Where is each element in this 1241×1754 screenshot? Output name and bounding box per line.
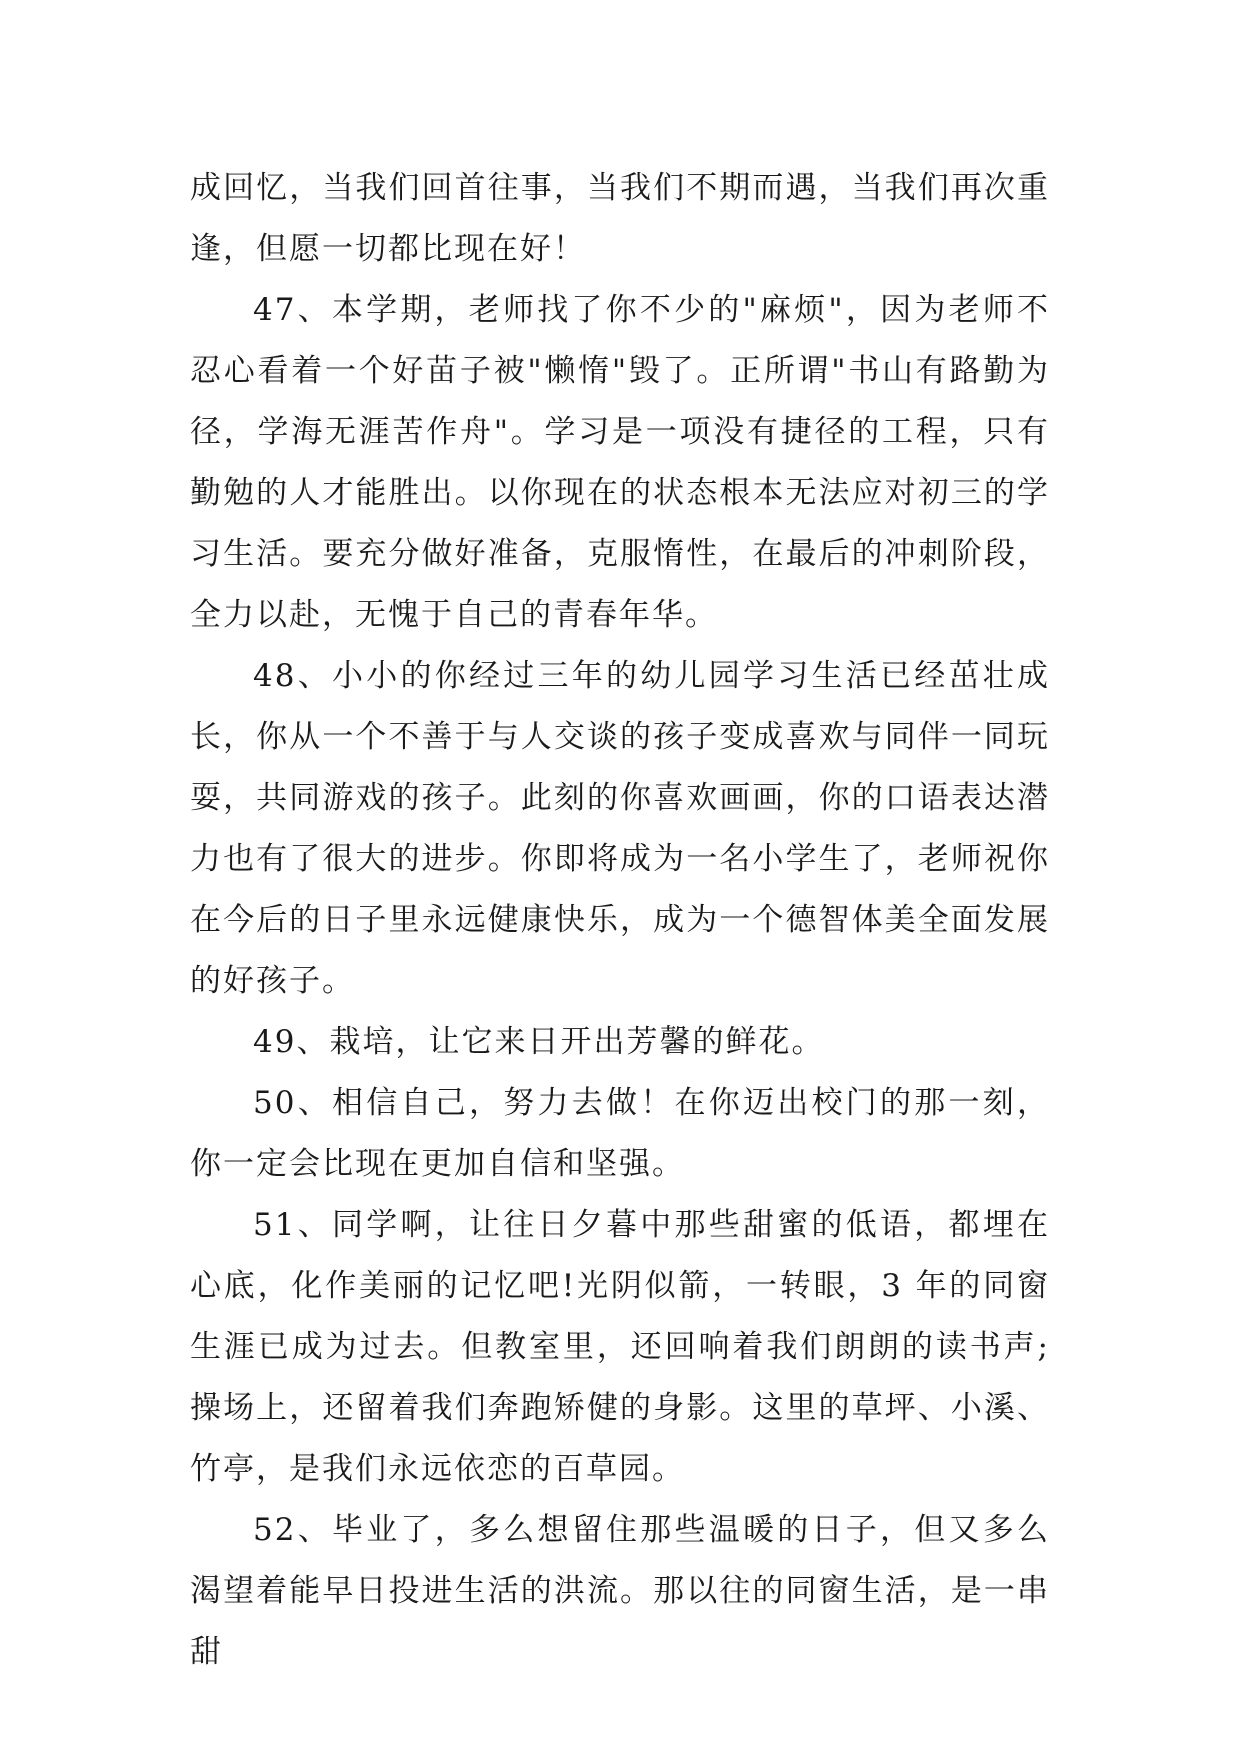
- paragraph-48: 48、小小的你经过三年的幼儿园学习生活已经茁壮成长，你从一个不善于与人交谈的孩子变成喜欢与同伴一同玩耍，共同游戏的孩子。此刻的你喜欢画画，你的口语表达潜力也有了很大的进步。你即将成为一名小学生了，老师祝你在今后的日子里永远健康快乐，成为一个德智体美全面发展的好孩子。: [190, 658, 1050, 999]
- paragraph-47: 47、本学期，老师找了你不少的"麻烦"，因为老师不忍心看着一个好苗子被"懒惰"毁了。正所谓"书山有路勤为径，学海无涯苦作舟"。学习是一项没有捷径的工程，只有勤勉的人才能胜出。以你现在的状态根本无法应对初三的学习生活。要充分做好准备，克服惰性，在最后的冲刺阶段，全力以赴，无愧于自己的青春年华。: [190, 292, 1050, 633]
- paragraph-51: 51、同学啊，让往日夕暮中那些甜蜜的低语，都埋在心底，化作美丽的记忆吧!光阴似箭，一转眼，3 年的同窗生涯已成为过去。但教室里，还回响着我们朗朗的读书声;操场上，还留着我们奔跑矫健的身影。这里的草坪、小溪、竹亭，是我们永远依恋的百草园。: [190, 1207, 1050, 1487]
- paragraph-52: 52、毕业了，多么想留住那些温暖的日子，但又多么渴望着能早日投进生活的洪流。那以往的同窗生活，是一串甜: [190, 1512, 1050, 1670]
- paragraph-continuation: 成回忆，当我们回首往事，当我们不期而遇，当我们再次重逢，但愿一切都比现在好！: [190, 170, 1050, 267]
- paragraph-49: 49、栽培，让它来日开出芳馨的鲜花。: [253, 1024, 825, 1060]
- document-body: [190, 158, 1050, 1683]
- paragraph-50: 50、相信自己，努力去做！在你迈出校门的那一刻，你一定会比现在更加自信和坚强。: [190, 1085, 1050, 1182]
